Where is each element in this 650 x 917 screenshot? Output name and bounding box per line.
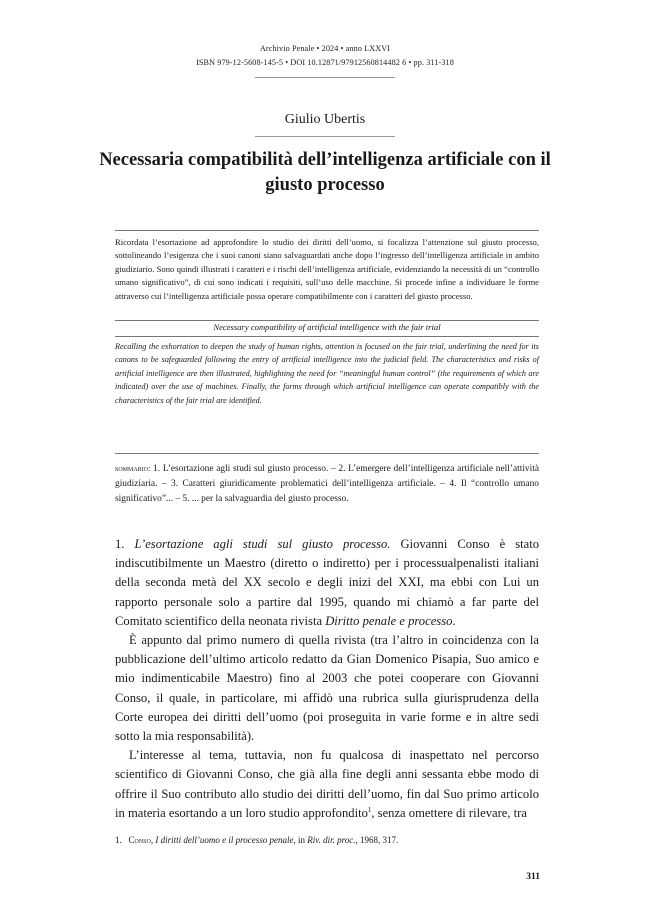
section-heading: L’esortazione agli studi sul giusto processo. xyxy=(134,537,391,551)
isbn-doi-line: ISBN 979-12-5608-145-5 • DOI 10.12871/97912560814482 6 • pp. 311-318 xyxy=(196,58,454,67)
abstract-box xyxy=(115,230,539,454)
footnote-number: 1. xyxy=(115,835,122,845)
abstract-divider xyxy=(115,336,539,337)
summary-label: sommario: xyxy=(115,463,151,473)
abstract-english: Recalling the exhortation to deepen the study of human rights, attention is focused on the fair trial, underlining the need for its canons to be safeguarded following the entry of artificial intelligence into the judicial field. The characteristics and risks of artificial intelligence are then illustrated, highlighting the need for “meaningful human control” (the requirements of which are indicated) over the use of machines. Finally, the forms through which artificial intelligence can operate compatibly with the characteristics of the fair trial are identified. xyxy=(115,342,539,405)
paragraph xyxy=(115,746,539,823)
section-number: 1. xyxy=(115,537,135,551)
article-title: Necessaria compatibilità dell’intelligenza artificiale con il giusto processo xyxy=(99,150,551,195)
footnote-text: , 1968, 317. xyxy=(355,835,399,845)
paragraph xyxy=(115,535,539,631)
footnote-journal: Riv. dir. proc. xyxy=(307,835,356,845)
paragraph-text: Giovanni Conso è stato indiscutibilmente un Maestro (diretto o indiretto) per i processualpenalisti italiani della seconda metà del XX secolo e degli inizi del XXI, ma ebbi con Lui un rapporto personale solo a partire dal 1995, quando mi chiamò a far parte del Comitato scientifico della neonata rivista xyxy=(115,537,540,628)
header-rule xyxy=(255,77,395,78)
author-rule xyxy=(255,136,395,137)
footnote: 1. Conso, I diritti dell’uomo e il processo penale, in Riv. dir. proc., 1968, 317. xyxy=(115,835,399,845)
paragraph: È appunto dal primo numero di quella rivista (tra l’altro in coincidenza con la pubblicazione dell’ultimo articolo redatto da Gian Domenico Pisapia, Suo amico e mio indimenticabile Maestro) fino al 2003 che potei cooperare con Giovanni Conso, il quale, in particolare, mi affidò una rubrica sulla giurisprudenza della Corte europea dei diritti dell’uomo (poi proseguita in varie forme e in altre sedi sotto la mia responsabilità). xyxy=(115,633,539,744)
author-name: Giulio Ubertis xyxy=(284,112,366,127)
abstract-english-title: Necessary compatibility of artificial intelligence with the fair trial xyxy=(213,322,441,332)
body-text xyxy=(115,535,539,823)
summary-text: 1. L’esortazione agli studi sul giusto processo. – 2. L’emergere dell’intelligenza artificiale nell’attività giudiziaria. – 3. Caratteri giuridicamente problematici dell’intelligenza artificiale. – 4. Il “controllo umano significativo”... – 5. ... per la salvaguardia del giusto processo. xyxy=(115,464,539,505)
summary xyxy=(115,461,539,508)
journal-name: Diritto penale e processo xyxy=(325,613,453,628)
abstract-italian: Ricordata l’esortazione ad approfondire lo studio dei diritti dell’uomo, si focalizza l’attenzione sul giusto processo, sottolineando l’esigenza che i suoi canoni siano salvaguardati anche dopo l’ingresso dell’intelligenza artificiale in ambito giudiziario. Sono quindi illustrati i caratteri e i rischi dell’intelligenza artificiale, evidenziando la necessità di un “controllo umano significativo”, di cui sono indicati i requisiti, sull’uso delle macchine. Si procede infine a individuare le forme attraverso cui l’intelligenza artificiale possa operare compatibilmente con i caratteri del giusto processo. xyxy=(115,237,539,301)
journal-header: Archivio Penale • 2024 • anno LXXVI xyxy=(259,44,391,53)
abstract-divider xyxy=(115,320,539,321)
paragraph-text: , senza omettere di rilevare, tra xyxy=(371,805,527,820)
footnote-author: Conso xyxy=(128,835,151,845)
paragraph-text: L’interesse al tema, tuttavia, non fu qualcosa di inaspettato nel percorso scientifico di Giovanni Conso, che già alla fine degli anni sessanta ebbe modo di offrire il Suo contributo allo studio dei diritti dell’uomo, fin dal Suo primo articolo in materia esortando a un loro studio approfondito xyxy=(115,748,539,820)
paragraph-text: . xyxy=(452,613,456,628)
footnote-ref[interactable]: 1 xyxy=(367,805,372,814)
footnote-title: I diritti dell’uomo e il processo penale xyxy=(155,835,294,845)
footnote-text: , in xyxy=(293,835,308,845)
page-number: 311 xyxy=(526,872,540,882)
